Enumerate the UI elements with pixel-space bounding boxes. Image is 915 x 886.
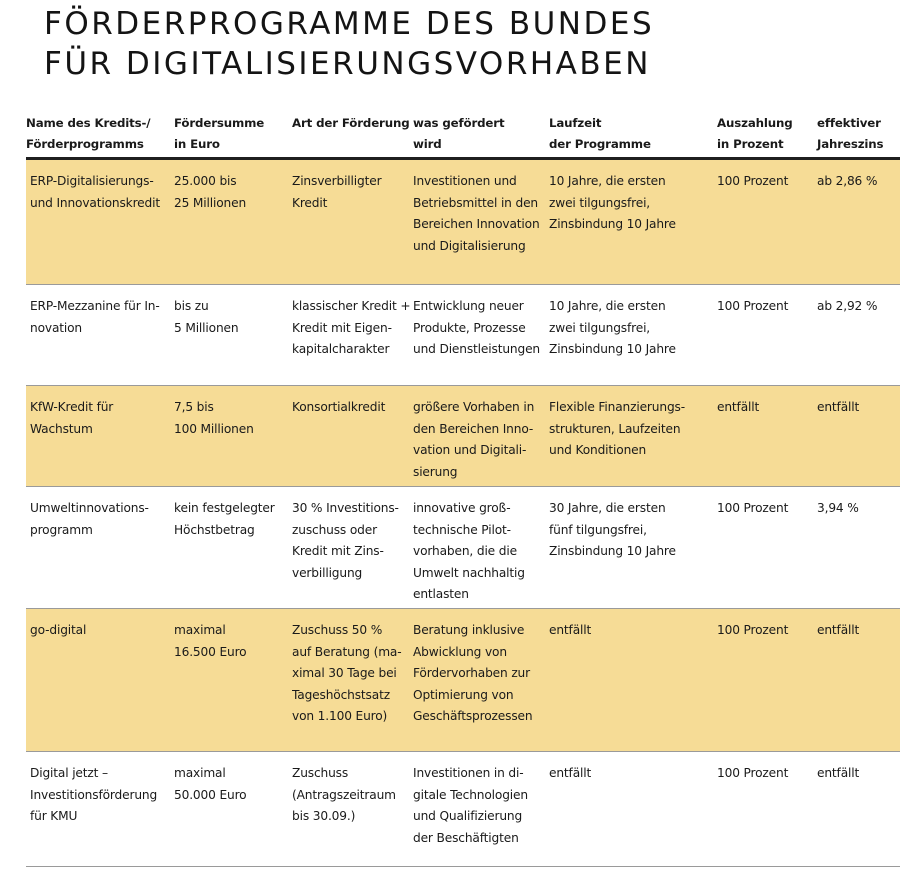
cell-payout: 100 Prozent [717,501,789,515]
table-row [26,752,900,867]
cell-funding-amount: maximal 50.000 Euro [174,766,247,802]
cell-interest-rate: 3,94 % [817,501,859,515]
cell-payout: 100 Prozent [717,174,789,188]
header-funding-type: Art der Förderung [292,116,410,130]
table-row [26,487,900,609]
table-row [26,285,900,386]
cell-funding-amount: bis zu 5 Millionen [174,299,239,335]
title-line-2: FÜR DIGITALISIERUNGSVORHABEN [44,46,651,82]
cell-funding-amount: kein festgelegter Höchstbetrag [174,501,275,537]
cell-interest-rate: ab 2,92 % [817,299,878,313]
funding-programs-table [26,113,900,867]
cell-interest-rate: entfällt [817,766,860,780]
cell-payout: 100 Prozent [717,766,789,780]
cell-funding-type: Konsortialkredit [292,400,386,414]
cell-program-name: Umweltinnovations- programm [30,501,149,537]
cell-duration: 10 Jahre, die ersten zwei tilgungsfrei, Zinsbindung 10 Jahre [549,299,676,356]
title-line-1: FÖRDERPROGRAMME DES BUNDES [44,6,655,42]
cell-funding-type: Zinsverbilligter Kredit [292,174,382,210]
cell-duration: entfällt [549,623,592,637]
cell-program-name: Digital jetzt – Investitionsförderung für KMU [30,766,158,823]
header-duration: Laufzeit der Programme [549,116,651,151]
cell-funding-amount: 25.000 bis 25 Millionen [174,174,247,210]
header-payout: Auszahlung in Prozent [717,116,793,151]
cell-funded-items: Beratung inklusive Abwicklung von Fördervorhaben zur Optimierung von Geschäftsprozessen [413,623,533,723]
table-row [26,386,900,487]
cell-funding-amount: 7,5 bis 100 Millionen [174,400,254,436]
cell-funding-amount: maximal 16.500 Euro [174,623,247,659]
cell-interest-rate: entfällt [817,623,860,637]
header-funding-amount: Fördersumme in Euro [174,116,265,151]
cell-funding-type: 30 % Investitions- zuschuss oder Kredit mit Zins- verbilligung [292,501,399,580]
cell-payout: 100 Prozent [717,299,789,313]
cell-program-name: ERP-Mezzanine für In- novation [30,299,160,335]
cell-program-name: KfW-Kredit für Wachstum [30,400,114,436]
table-row [26,160,900,285]
header-funded-items: was gefördert wird [413,116,505,151]
cell-payout: 100 Prozent [717,623,789,637]
cell-program-name: ERP-Digitalisierungs- und Innovationskredit [30,174,160,210]
cell-payout: entfällt [717,400,760,414]
page-title [44,4,654,84]
header-program-name: Name des Kredits-/ Förderprogramms [26,116,151,151]
cell-program-name: go-digital [30,623,87,637]
cell-duration: 10 Jahre, die ersten zwei tilgungsfrei, Zinsbindung 10 Jahre [549,174,676,231]
cell-duration: 30 Jahre, die ersten fünf tilgungsfrei, Zinsbindung 10 Jahre [549,501,676,558]
cell-funding-type: klassischer Kredit + Kredit mit Eigen- kapitalcharakter [292,299,411,356]
table-row [26,609,900,752]
cell-duration: Flexible Finanzierungs- strukturen, Laufzeiten und Konditionen [549,400,685,457]
cell-funded-items: innovative groß- technische Pilot- vorhaben, die die Umwelt nachhaltig entlasten [413,501,525,601]
table-header-row [26,113,900,160]
cell-interest-rate: ab 2,86 % [817,174,878,188]
cell-funding-type: Zuschuss 50 % auf Beratung (ma- ximal 30 Tage bei Tageshöchstsatz von 1.100 Euro) [292,623,402,723]
cell-funding-type: Zuschuss (Antragszeitraum bis 30.09.) [292,766,396,823]
cell-funded-items: Investitionen in di- gitale Technologien und Qualifizierung der Beschäftigten [413,766,528,845]
cell-funded-items: größere Vorhaben in den Bereichen Inno- vation und Digitali- sierung [413,400,535,479]
cell-duration: entfällt [549,766,592,780]
cell-funded-items: Investitionen und Betriebsmittel in den Bereichen Innovation und Digitalisierung [413,174,540,253]
header-interest-rate: effektiver Jahreszins [817,116,884,151]
cell-funded-items: Entwicklung neuer Produkte, Prozesse und Dienstleistungen [413,299,540,356]
cell-interest-rate: entfällt [817,400,860,414]
